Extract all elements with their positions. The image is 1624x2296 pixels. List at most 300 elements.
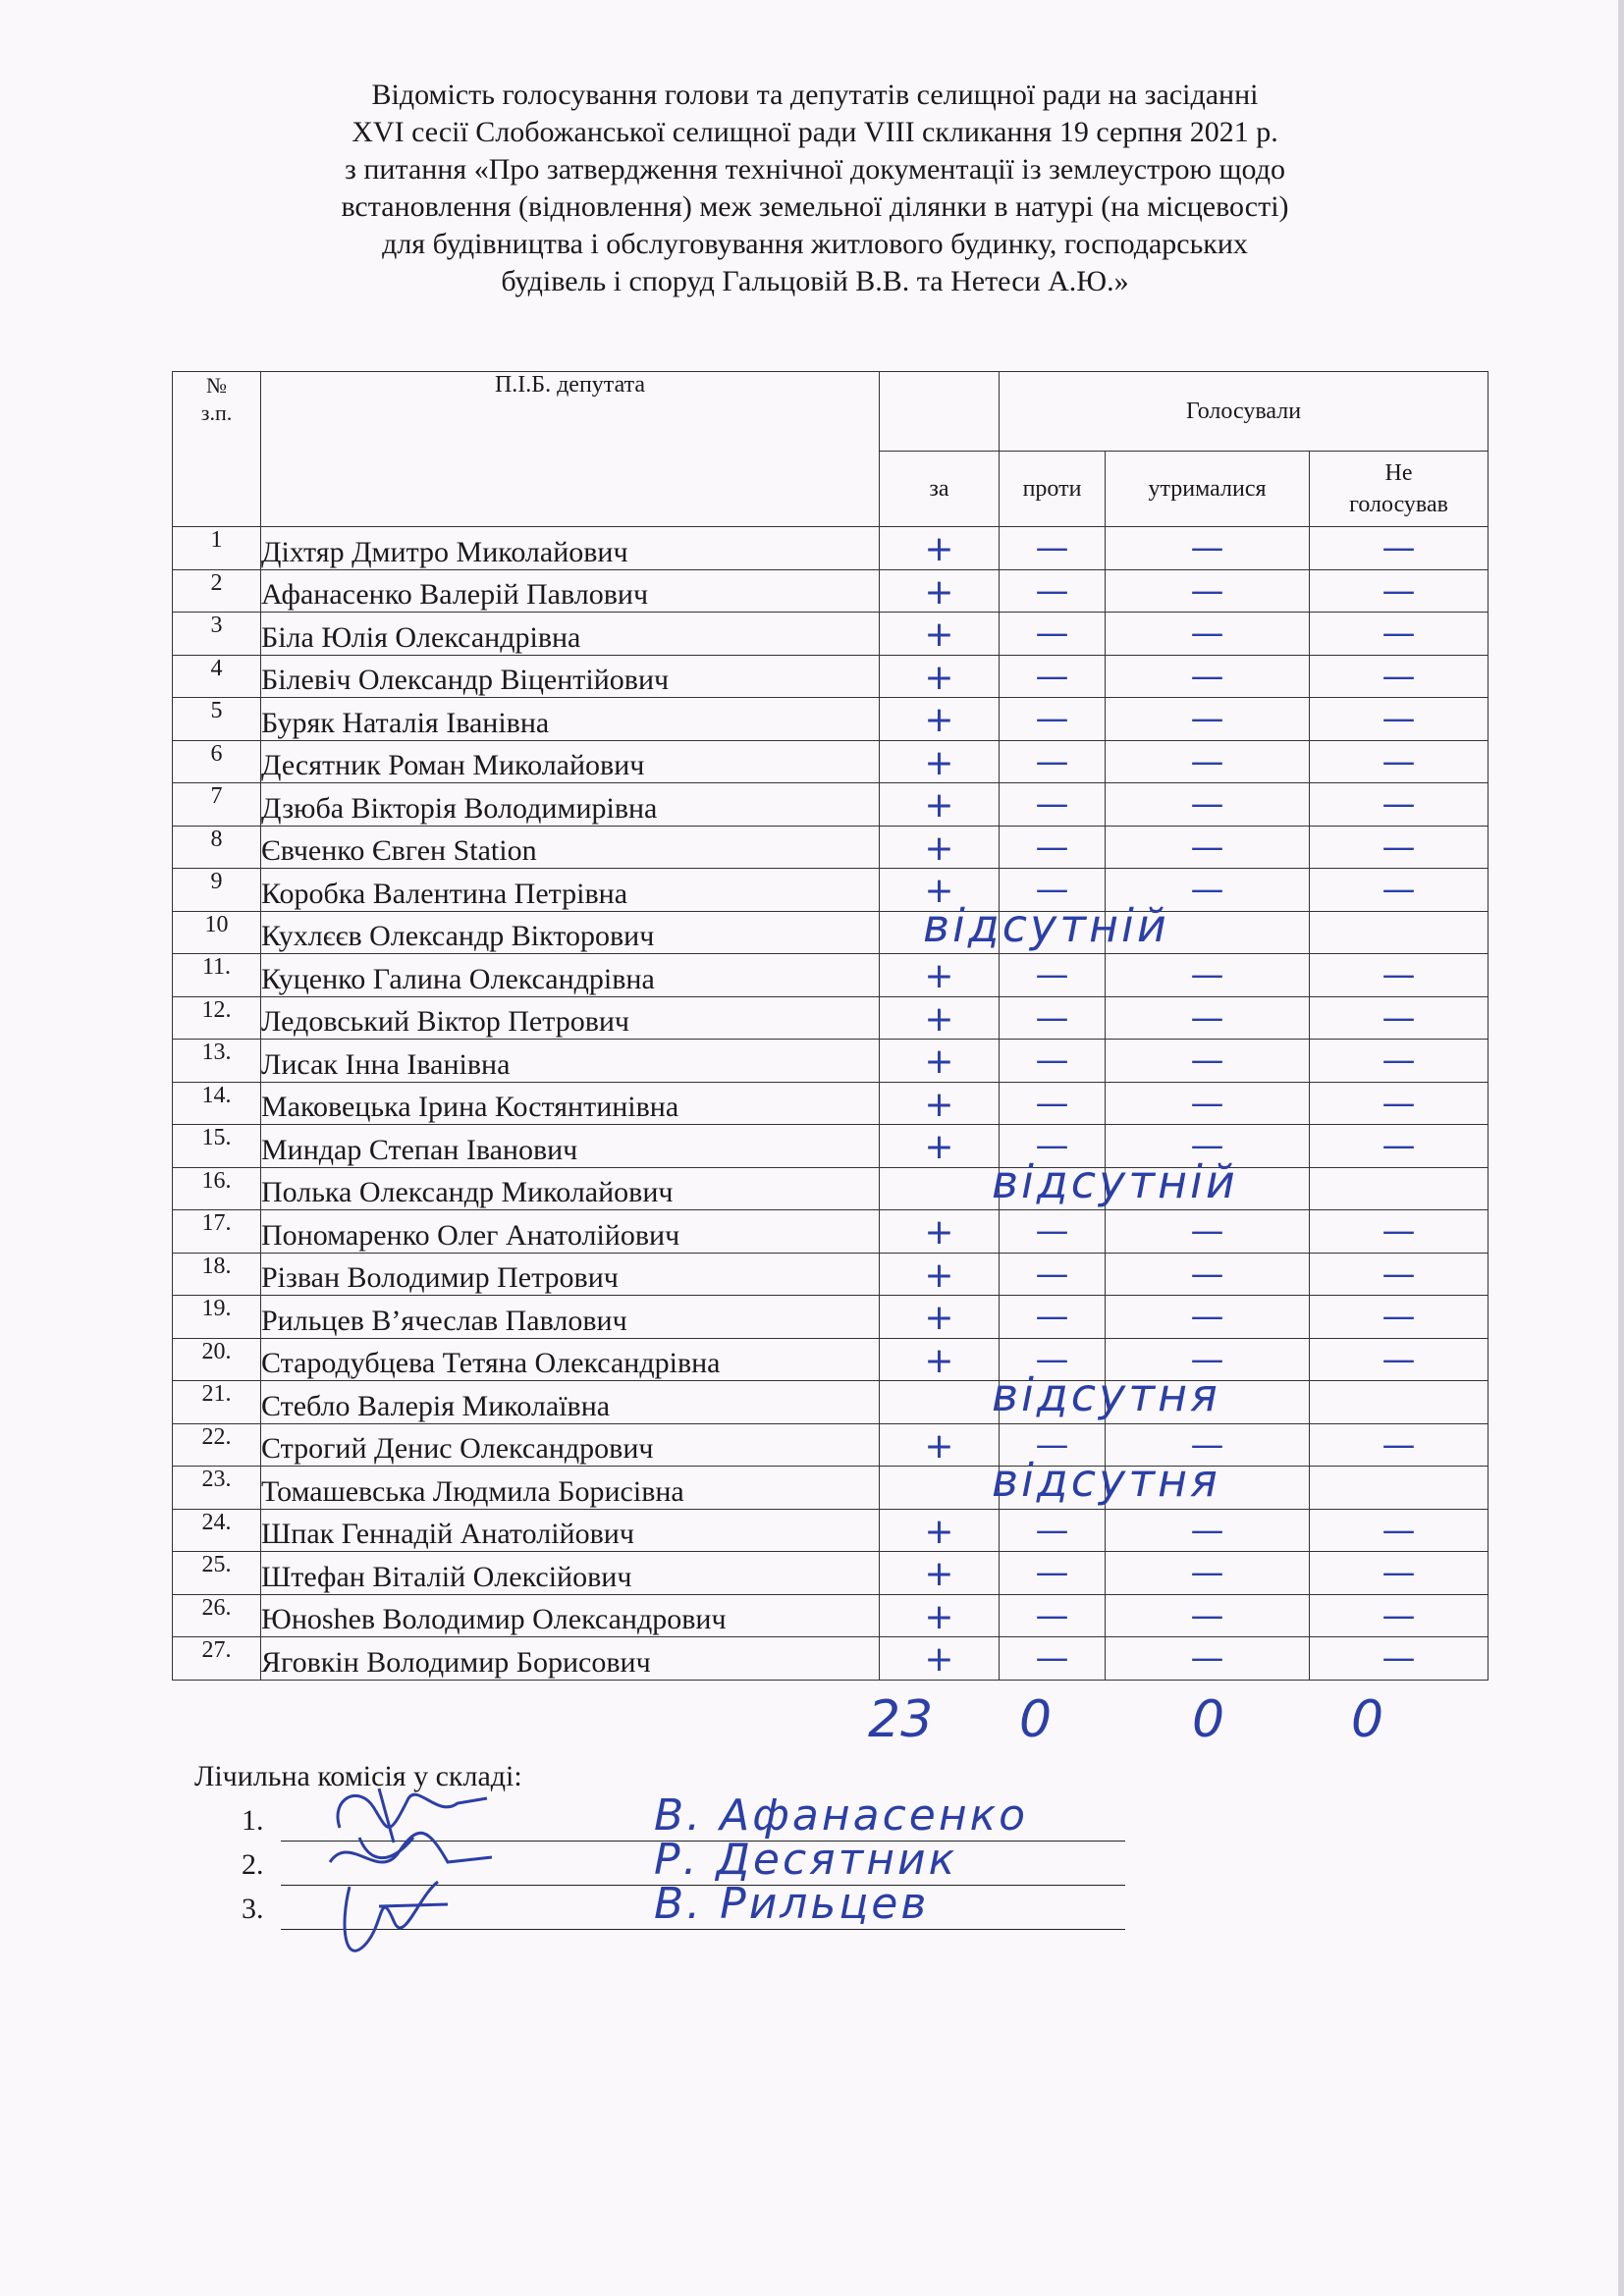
vote-for-cell [880, 740, 1000, 783]
dash-mark: — [1190, 570, 1224, 611]
absent-note: відсутня [992, 1454, 1220, 1507]
absent-note: відсутня [992, 1368, 1220, 1421]
dash-mark: — [1190, 1211, 1224, 1252]
vote-for-cell [880, 1082, 1000, 1125]
deputy-name: Куценко Галина Олександрівна [261, 954, 880, 997]
row-number: 25. [173, 1552, 261, 1595]
table-row [173, 1210, 1489, 1254]
plus-mark: + [924, 742, 954, 783]
vote-not-voted-cell [1310, 1509, 1489, 1552]
row-number: 15. [173, 1125, 261, 1168]
table-row [173, 1509, 1489, 1552]
vote-against-cell [1000, 1637, 1106, 1681]
table-row [173, 1125, 1489, 1168]
header-against: проти [1000, 452, 1106, 527]
table-row [173, 1381, 1489, 1424]
row-number: 14. [173, 1082, 261, 1125]
dash-mark: — [1190, 1126, 1224, 1166]
plus-mark: + [924, 1639, 954, 1680]
plus-mark: + [924, 571, 954, 613]
row-number: 13. [173, 1040, 261, 1083]
vote-not-voted-cell [1310, 954, 1489, 997]
vote-not-voted-cell [1310, 1423, 1489, 1467]
vote-abstained-cell [1106, 698, 1310, 741]
dash-mark: — [1035, 1424, 1069, 1465]
plus-mark: + [924, 1511, 954, 1552]
dash-mark: — [1381, 614, 1416, 654]
vote-not-voted-cell [1310, 1167, 1489, 1210]
dash-mark: — [1190, 870, 1224, 910]
plus-mark: + [924, 1212, 954, 1253]
dash-mark: — [1381, 784, 1416, 825]
commission-member [242, 1879, 1125, 1932]
vote-for-cell [880, 1040, 1000, 1083]
dash-mark: — [1190, 1083, 1224, 1123]
deputy-name: Ледовський Віктор Петрович [261, 996, 880, 1040]
vote-for-cell [880, 1125, 1000, 1168]
table-row [173, 740, 1489, 783]
page-edge [1618, 0, 1624, 2296]
title-line: будівель і споруд Гальцовій В.В. та Нетеси А.Ю.» [501, 265, 1129, 297]
vote-not-voted-cell [1310, 1210, 1489, 1254]
row-number: 2 [173, 569, 261, 613]
dash-mark: — [1381, 528, 1416, 568]
vote-not-voted-cell [1310, 783, 1489, 827]
vote-not-voted-cell [1310, 698, 1489, 741]
deputy-name: Миндар Степан Іванович [261, 1125, 880, 1168]
dash-mark: — [1035, 570, 1069, 611]
dash-mark: — [1381, 955, 1416, 995]
vote-for-cell [880, 613, 1000, 656]
header-for: за [880, 452, 1000, 527]
table-body [173, 527, 1489, 1681]
vote-not-voted-cell [1310, 655, 1489, 698]
dash-mark: — [1381, 1424, 1416, 1465]
vote-against-cell [1000, 996, 1106, 1040]
vote-abstained-cell [1106, 740, 1310, 783]
dash-mark: — [1381, 827, 1416, 867]
table-row [173, 1338, 1489, 1381]
vote-against-cell [1000, 954, 1106, 997]
vote-for-cell [880, 1338, 1000, 1381]
table-row [173, 1423, 1489, 1467]
vote-abstained-cell [1106, 1296, 1310, 1339]
deputy-name: Кухлєєв Олександр Вікторович [261, 911, 880, 954]
vote-not-voted-cell [1310, 1296, 1489, 1339]
dash-mark: — [1190, 656, 1224, 696]
header-abstained: утрималися [1106, 452, 1310, 527]
header-name: П.І.Б. депутата [261, 372, 880, 527]
dash-mark: — [1381, 570, 1416, 611]
dash-mark: — [1381, 870, 1416, 910]
vote-abstained-cell [1106, 1040, 1310, 1083]
title-line: Відомість голосування голови та депутатів селищної ради на засіданні [371, 79, 1259, 111]
total-for: 23 [868, 1690, 934, 1749]
document-title [196, 77, 1434, 300]
vote-abstained-cell [1106, 613, 1310, 656]
deputy-name: Буряк Наталія Іванівна [261, 698, 880, 741]
dash-mark: — [1035, 1553, 1069, 1593]
row-number: 16. [173, 1167, 261, 1210]
vote-for-cell [880, 569, 1000, 613]
vote-for-cell [880, 655, 1000, 698]
deputy-name: Шпак Геннадій Анатолійович [261, 1509, 880, 1552]
dash-mark: — [1190, 1424, 1224, 1465]
vote-against-cell [1000, 1552, 1106, 1595]
dash-mark: — [1035, 1211, 1069, 1252]
dash-mark: — [1035, 699, 1069, 739]
dash-mark: — [1035, 827, 1069, 867]
header-blank [880, 372, 1000, 452]
plus-mark: + [924, 828, 954, 869]
total-against: 0 [1019, 1690, 1053, 1749]
row-number: 27. [173, 1637, 261, 1681]
deputy-name: Євченко Євген Station [261, 826, 880, 869]
dash-mark: — [1190, 1339, 1224, 1379]
table-row [173, 1552, 1489, 1595]
table-row [173, 1040, 1489, 1083]
vote-for-cell [880, 698, 1000, 741]
vote-against-cell [1000, 1082, 1106, 1125]
deputy-name: Білевіч Олександр Віцентійович [261, 655, 880, 698]
vote-for-cell [880, 1509, 1000, 1552]
vote-not-voted-cell [1310, 1637, 1489, 1681]
dash-mark: — [1035, 1297, 1069, 1337]
header-not-voted [1310, 452, 1489, 527]
vote-against-cell [1000, 1296, 1106, 1339]
dash-mark: — [1381, 1595, 1416, 1635]
vote-abstained-cell [1106, 1594, 1310, 1637]
deputy-name: Діхтяр Дмитро Миколайович [261, 527, 880, 570]
table-row [173, 783, 1489, 827]
vote-abstained-cell [1106, 655, 1310, 698]
header-not-voted-2: голосував [1349, 492, 1448, 517]
table-row [173, 569, 1489, 613]
plus-mark: + [924, 1596, 954, 1637]
vote-abstained-cell [1106, 783, 1310, 827]
plus-mark: + [924, 1554, 954, 1594]
row-number: 17. [173, 1210, 261, 1254]
member-index: 1. [242, 1804, 264, 1837]
vote-against-cell [1000, 569, 1106, 613]
plus-mark: + [924, 1255, 954, 1296]
table-row [173, 1296, 1489, 1339]
dash-mark: — [1381, 1553, 1416, 1593]
row-number: 23. [173, 1467, 261, 1510]
row-number: 6 [173, 740, 261, 783]
row-number: 12. [173, 996, 261, 1040]
dash-mark: — [1035, 870, 1069, 910]
plus-mark: + [924, 1340, 954, 1381]
dash-mark: — [1190, 1041, 1224, 1081]
vote-against-cell [1000, 1594, 1106, 1637]
dash-mark: — [1381, 1510, 1416, 1550]
vote-against-cell [1000, 783, 1106, 827]
header-number-abbr: з.п. [200, 400, 233, 425]
vote-abstained-cell [1106, 1210, 1310, 1254]
dash-mark: — [1035, 1510, 1069, 1550]
row-number: 5 [173, 698, 261, 741]
plus-mark: + [924, 529, 954, 569]
dash-mark: — [1190, 1297, 1224, 1337]
vote-not-voted-cell [1310, 1082, 1489, 1125]
row-number: 21. [173, 1381, 261, 1424]
dash-mark: — [1035, 997, 1069, 1038]
dash-mark: — [1190, 528, 1224, 568]
row-number: 8 [173, 826, 261, 869]
vote-abstained-cell [1106, 1082, 1310, 1125]
title-line: з питання «Про затвердження технічної документації із землеустрою щодо [345, 153, 1285, 186]
vote-not-voted-cell [1310, 911, 1489, 954]
header-voted: Голосували [1000, 372, 1489, 452]
table-row [173, 826, 1489, 869]
plus-mark: + [924, 1084, 954, 1125]
vote-abstained-cell [1106, 1253, 1310, 1296]
title-line: встановлення (відновлення) меж земельної ділянки в натурі (на місцевості) [341, 190, 1289, 223]
title-line: для будівництва і обслуговування житлового будинку, господарських [382, 228, 1248, 260]
deputy-name: Строгий Денис Олександрович [261, 1423, 880, 1467]
dash-mark: — [1190, 1553, 1224, 1593]
vote-abstained-cell [1106, 569, 1310, 613]
dash-mark: — [1381, 1254, 1416, 1294]
vote-for-cell [880, 1167, 1000, 1210]
signature [320, 1867, 497, 1975]
row-number: 26. [173, 1594, 261, 1637]
deputy-name: Стебло Валерія Миколаївна [261, 1381, 880, 1424]
vote-not-voted-cell [1310, 1338, 1489, 1381]
table-row [173, 655, 1489, 698]
plus-mark: + [924, 998, 954, 1040]
dash-mark: — [1190, 827, 1224, 867]
commission-label: Лічильна комісія у складі: [194, 1760, 522, 1792]
row-number: 1 [173, 527, 261, 570]
plus-mark: + [924, 614, 954, 655]
deputy-name: Томашевська Людмила Борисівна [261, 1467, 880, 1510]
vote-not-voted-cell [1310, 1040, 1489, 1083]
dash-mark: — [1190, 997, 1224, 1038]
table-row [173, 1253, 1489, 1296]
dash-mark: — [1190, 741, 1224, 781]
row-number: 24. [173, 1509, 261, 1552]
deputy-name: Стародубцева Тетяна Олександрівна [261, 1338, 880, 1381]
deputy-name: Різван Володимир Петрович [261, 1253, 880, 1296]
member-index: 3. [242, 1893, 264, 1925]
vote-abstained-cell [1106, 1552, 1310, 1595]
dash-mark: — [1190, 699, 1224, 739]
dash-mark: — [1190, 1254, 1224, 1294]
vote-against-cell [1000, 826, 1106, 869]
dash-mark: — [1381, 997, 1416, 1038]
dash-mark: — [1190, 955, 1224, 995]
dash-mark: — [1381, 1211, 1416, 1252]
vote-against-cell [1000, 698, 1106, 741]
vote-not-voted-cell [1310, 826, 1489, 869]
vote-not-voted-cell [1310, 527, 1489, 570]
header-not-voted-1: Не [1384, 460, 1413, 486]
table-row [173, 1467, 1489, 1510]
dash-mark: — [1035, 1041, 1069, 1081]
deputy-name: Біла Юлія Олександрівна [261, 613, 880, 656]
deputy-name: Афанасенко Валерій Павлович [261, 569, 880, 613]
plus-mark: + [924, 657, 954, 698]
deputy-name: Пономаренко Олег Анатолійович [261, 1210, 880, 1254]
plus-mark: + [924, 1298, 954, 1338]
voting-table [172, 371, 1489, 1681]
vote-abstained-cell [1106, 996, 1310, 1040]
deputy-name: Маковецька Ірина Костянтинівна [261, 1082, 880, 1125]
vote-abstained-cell [1106, 1637, 1310, 1681]
table-row [173, 1082, 1489, 1125]
deputy-name: Коробка Валентина Петрівна [261, 869, 880, 912]
vote-for-cell [880, 1381, 1000, 1424]
vote-for-cell [880, 1253, 1000, 1296]
dash-mark: — [1035, 1595, 1069, 1635]
row-number: 11. [173, 954, 261, 997]
dash-mark: — [1035, 1339, 1069, 1379]
vote-for-cell [880, 1467, 1000, 1510]
vote-for-cell [880, 527, 1000, 570]
table-row [173, 527, 1489, 570]
row-number: 20. [173, 1338, 261, 1381]
deputy-name: Лисак Інна Іванівна [261, 1040, 880, 1083]
header-number-sign: № [206, 373, 227, 398]
dash-mark: — [1381, 1041, 1416, 1081]
vote-for-cell [880, 1210, 1000, 1254]
table-row [173, 911, 1489, 954]
vote-against-cell [1000, 1210, 1106, 1254]
total-abstained: 0 [1192, 1690, 1225, 1749]
dash-mark: — [1035, 955, 1069, 995]
table-row [173, 869, 1489, 912]
dash-mark: — [1035, 528, 1069, 568]
plus-mark: + [924, 1127, 954, 1167]
row-number: 18. [173, 1253, 261, 1296]
deputy-name: Дзюба Вікторія Володимирівна [261, 783, 880, 827]
dash-mark: — [1035, 614, 1069, 654]
deputy-name: Юноshев Володимир Олександрович [261, 1594, 880, 1637]
vote-not-voted-cell [1310, 569, 1489, 613]
vote-against-cell [1000, 1040, 1106, 1083]
plus-mark: + [924, 1041, 954, 1082]
absent-note: відсутній [992, 1155, 1238, 1208]
vote-not-voted-cell [1310, 869, 1489, 912]
vote-not-voted-cell [1310, 1125, 1489, 1168]
vote-for-cell [880, 996, 1000, 1040]
vote-not-voted-cell [1310, 1594, 1489, 1637]
dash-mark: — [1381, 1638, 1416, 1679]
dash-mark: — [1381, 1126, 1416, 1166]
row-number: 10 [173, 911, 261, 954]
vote-against-cell [1000, 740, 1106, 783]
dash-mark: — [1381, 699, 1416, 739]
vote-against-cell [1000, 613, 1106, 656]
plus-mark: + [924, 700, 954, 740]
vote-abstained-cell [1106, 954, 1310, 997]
dash-mark: — [1381, 1339, 1416, 1379]
member-name: В. Афанасенко [654, 1790, 1029, 1841]
vote-for-cell [880, 1637, 1000, 1681]
vote-not-voted-cell [1310, 1552, 1489, 1595]
dash-mark: — [1035, 1126, 1069, 1166]
row-number: 22. [173, 1423, 261, 1467]
dash-mark: — [1035, 1254, 1069, 1294]
vote-abstained-cell [1106, 1509, 1310, 1552]
row-number: 3 [173, 613, 261, 656]
vote-not-voted-cell [1310, 740, 1489, 783]
row-number: 9 [173, 869, 261, 912]
plus-mark: + [924, 785, 954, 826]
dash-mark: — [1190, 1510, 1224, 1550]
absent-note: відсутній [923, 899, 1169, 952]
dash-mark: — [1190, 784, 1224, 825]
vote-not-voted-cell [1310, 1381, 1489, 1424]
row-number: 7 [173, 783, 261, 827]
member-name: Р. Десятник [654, 1835, 958, 1885]
vote-for-cell [880, 783, 1000, 827]
dash-mark: — [1381, 1083, 1416, 1123]
member-name: В. Рильцев [654, 1879, 930, 1929]
dash-mark: — [1381, 1297, 1416, 1337]
dash-mark: — [1035, 784, 1069, 825]
dash-mark: — [1035, 1638, 1069, 1679]
vote-for-cell [880, 1594, 1000, 1637]
dash-mark: — [1035, 1083, 1069, 1123]
table-row [173, 1167, 1489, 1210]
header-number [173, 372, 261, 527]
vote-not-voted-cell [1310, 996, 1489, 1040]
vote-against-cell [1000, 655, 1106, 698]
table-row [173, 1637, 1489, 1681]
table-row [173, 954, 1489, 997]
dash-mark: — [1190, 1638, 1224, 1679]
vote-abstained-cell [1106, 826, 1310, 869]
deputy-name: Яговкін Володимир Борисович [261, 1637, 880, 1681]
plus-mark: + [924, 871, 954, 911]
vote-not-voted-cell [1310, 613, 1489, 656]
dash-mark: — [1381, 656, 1416, 696]
dash-mark: — [1190, 1595, 1224, 1635]
vote-not-voted-cell [1310, 1467, 1489, 1510]
vote-for-cell [880, 1423, 1000, 1467]
dash-mark: — [1190, 614, 1224, 654]
vote-abstained-cell [1106, 527, 1310, 570]
table-row [173, 698, 1489, 741]
plus-mark: + [924, 956, 954, 996]
vote-for-cell [880, 1552, 1000, 1595]
row-number: 4 [173, 655, 261, 698]
vote-not-voted-cell [1310, 1253, 1489, 1296]
member-index: 2. [242, 1848, 264, 1881]
vote-for-cell [880, 954, 1000, 997]
vote-against-cell [1000, 1253, 1106, 1296]
table-row [173, 1594, 1489, 1637]
dash-mark: — [1035, 741, 1069, 781]
vote-for-cell [880, 826, 1000, 869]
deputy-name: Десятник Роман Миколайович [261, 740, 880, 783]
plus-mark: + [924, 1425, 954, 1467]
dash-mark: — [1035, 656, 1069, 696]
deputy-name: Штефан Віталій Олексійович [261, 1552, 880, 1595]
title-line: XVI сесії Слобожанської селищної ради VIII скликання 19 серпня 2021 р. [352, 116, 1278, 148]
row-number: 19. [173, 1296, 261, 1339]
total-not-voted: 0 [1351, 1690, 1384, 1749]
deputy-name: Полька Олександр Миколайович [261, 1167, 880, 1210]
vote-against-cell [1000, 527, 1106, 570]
table-row [173, 996, 1489, 1040]
vote-against-cell [1000, 1509, 1106, 1552]
deputy-name: Рильцев В’ячеслав Павлович [261, 1296, 880, 1339]
table-row [173, 613, 1489, 656]
